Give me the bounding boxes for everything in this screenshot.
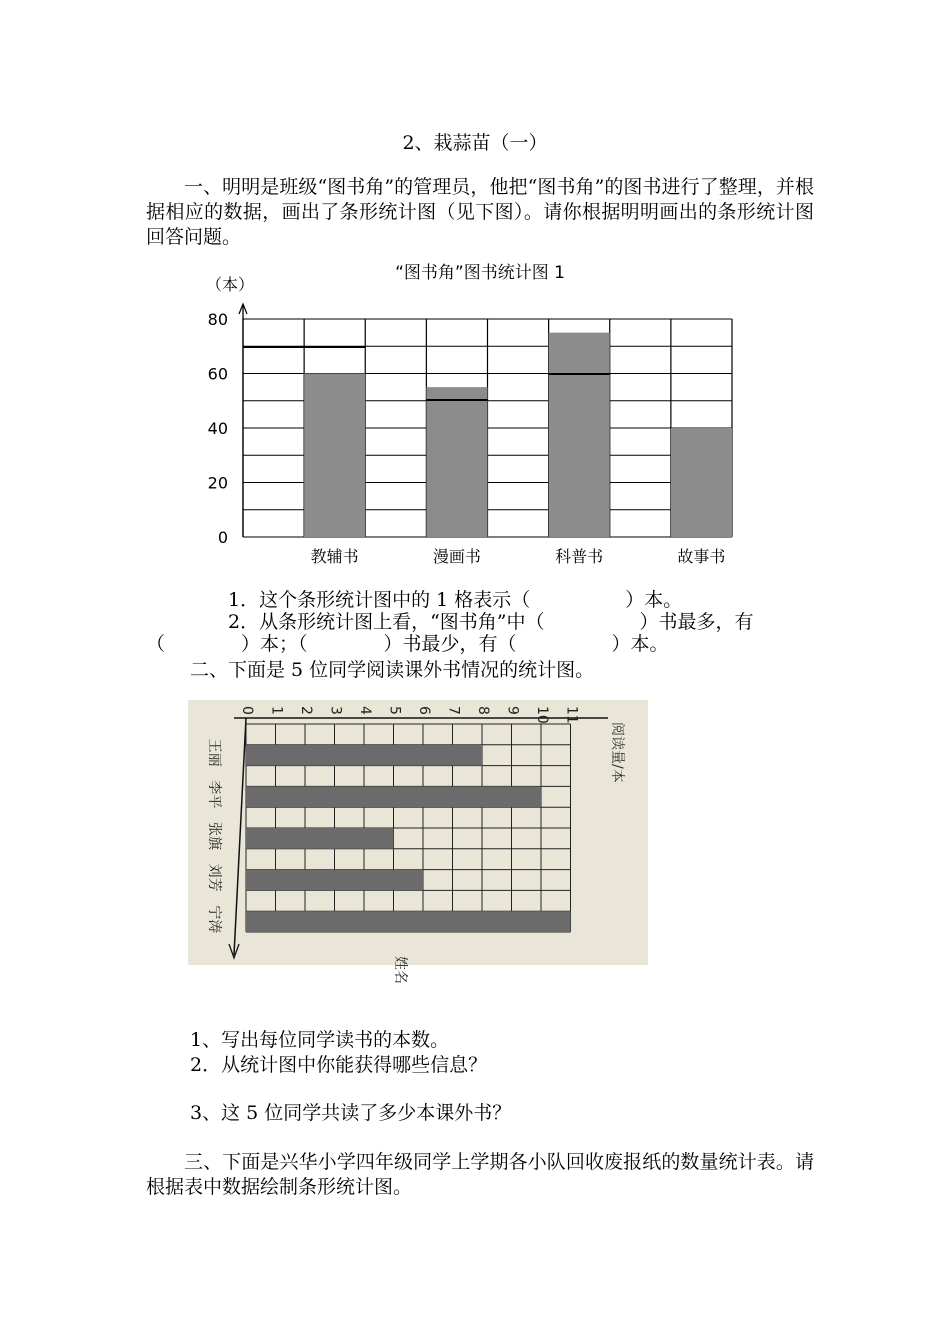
section2-intro: 二、下面是 5 位同学阅读课外书情况的统计图。 — [190, 659, 595, 681]
chart1-bar-1 — [304, 374, 365, 538]
chart2-bar-5 — [246, 911, 571, 932]
chart2-category-label: 宁涛 — [206, 905, 222, 934]
chart2-bar-2 — [246, 786, 541, 807]
chart2-y-label: 姓名 — [392, 956, 408, 984]
chart1-category-label: 漫画书 — [432, 547, 481, 566]
chart2-category-label: 刘芳 — [206, 863, 222, 892]
chart2-category-label: 张旗 — [206, 822, 222, 850]
chart2-x-label: 阅读量/本 — [609, 722, 625, 783]
chart2-x-tick-label: 1 — [268, 706, 285, 715]
chart2-x-tick-label: 10 — [534, 706, 550, 724]
chart2-x-tick-label: 11 — [563, 706, 580, 724]
chart1-axis — [239, 304, 247, 537]
section1-question-2-line-2: （ ）本；（ ）书最少，有（ ）本。 — [146, 633, 669, 655]
page-title: 2、栽蒜苗（一） — [402, 132, 548, 154]
chart2-x-tick-label: 9 — [504, 706, 521, 715]
section1-question-1: 1．这个条形统计图中的 1 格表示（ ）本。 — [228, 589, 683, 611]
chart2-bar-3 — [246, 828, 394, 849]
chart1-category-label: 故事书 — [677, 547, 726, 566]
chart2-bar-4 — [246, 870, 423, 891]
chart2-x-tick-label: 4 — [357, 706, 373, 715]
chart1-title: “图书角”图书统计图 1 — [395, 263, 565, 283]
chart-2 — [188, 700, 648, 984]
chart1-bar-3 — [549, 333, 610, 537]
chart1-y-tick-label: 60 — [207, 364, 228, 384]
chart2-x-tick-label: 5 — [386, 706, 403, 715]
chart2-x-tick-label: 8 — [475, 706, 491, 715]
chart1-y-tick-label: 40 — [207, 419, 228, 438]
chart2-x-tick-label: 2 — [298, 706, 314, 715]
chart1-x-ticks — [311, 547, 726, 566]
chart1-bar-4 — [671, 428, 732, 537]
chart1-category-label: 教辅书 — [310, 547, 359, 566]
chart1-y-tick-label: 0 — [217, 528, 228, 547]
chart2-category-label: 李平 — [206, 780, 222, 809]
chart2-category-label: 王丽 — [206, 738, 222, 767]
section2-question-1: 1、写出每位同学读书的本数。 — [190, 1029, 450, 1051]
chart1-y-tick-label: 20 — [207, 473, 228, 493]
chart1-bars — [304, 333, 732, 537]
section1-intro: 一、明明是班级“图书角”的管理员，他把“图书角”的图书进行了整理，并根据相应的数据，画出了条形统计图（见下图）。请你根据明明画出的条形统计图回答问题。 — [146, 176, 814, 248]
chart1-bar-2 — [426, 387, 487, 537]
chart2-bar-1 — [246, 745, 482, 766]
chart2-x-tick-label: 7 — [445, 706, 462, 715]
chart1-y-ticks — [208, 310, 228, 547]
section3-intro: 三、下面是兴华小学四年级同学上学期各小队回收废报纸的数量统计表。请根据表中数据绘制条形统计图。 — [146, 1151, 814, 1198]
chart2-x-tick-label: 6 — [416, 706, 432, 715]
chart2-x-tick-label: 3 — [327, 706, 344, 715]
section1-question-2-line-1: 2．从条形统计图上看，“图书角”中（ ）书最多，有 — [228, 611, 754, 633]
chart1-y-tick-label: 80 — [207, 310, 228, 329]
chart-1 — [190, 258, 750, 578]
chart1-category-label: 科普书 — [555, 547, 604, 566]
chart1-y-label: （本） — [206, 275, 255, 294]
chart2-x-tick-label: 0 — [239, 706, 255, 715]
section2-question-3: 3、这 5 位同学共读了多少本课外书？ — [190, 1102, 512, 1124]
section2-question-2: 2．从统计图中你能获得哪些信息？ — [190, 1054, 488, 1076]
